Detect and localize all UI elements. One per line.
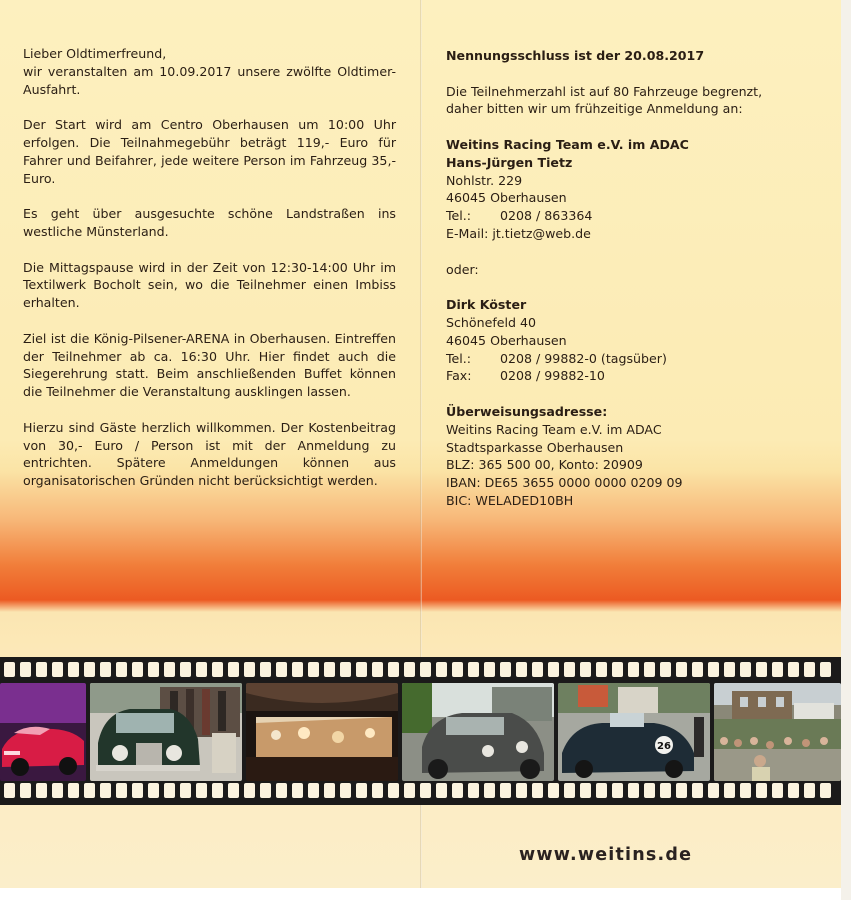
sprocket-hole [180, 783, 191, 798]
contact1-city: 46045 Oberhausen [446, 190, 567, 206]
sprocket-hole [484, 783, 495, 798]
sprocket-hole [500, 662, 511, 677]
bank-line-2: Stadtsparkasse Oberhausen [446, 439, 624, 455]
sprocket-hole [452, 662, 463, 677]
website-link[interactable]: www.weitins.de [519, 845, 693, 865]
sprocket-hole [596, 783, 607, 798]
sprocket-hole [116, 783, 127, 798]
sprocket-hole [100, 783, 111, 798]
phone-label: Tel.: [446, 350, 472, 366]
spacer [446, 118, 826, 136]
bank-heading: Überweisungsadresse: [446, 403, 608, 419]
sprocket-hole [132, 783, 143, 798]
spacer [446, 385, 826, 403]
sprocket-hole [4, 662, 15, 677]
sprocket-hole [772, 662, 783, 677]
photo-filmstrip [0, 657, 841, 805]
intro-text: wir veranstalten am 10.09.2017 unsere zwölfte Oldtimer-Ausfahrt. [23, 63, 396, 97]
finish-paragraph: Ziel ist die König-Pilsener-ARENA in Oberhausen. Eintreffen der Teilnehmer ab ca. 16:30 Uhr. Hier findet auch die Siegerehrung statt. Beim anschließenden Buffet können die Teilnehmer die Veranstaltung ausklingen lassen. [23, 330, 396, 400]
sprocket-hole [388, 662, 399, 677]
sprocket-hole [356, 783, 367, 798]
sprocket-hole [212, 783, 223, 798]
sprocket-hole [468, 783, 479, 798]
sprocket-hole [148, 662, 159, 677]
sprocket-hole [724, 783, 735, 798]
sprocket-hole [68, 783, 79, 798]
event-crowd-photo [714, 683, 841, 781]
sprocket-hole [740, 662, 751, 677]
sprocket-hole [580, 662, 591, 677]
sprocket-hole [756, 783, 767, 798]
contact2-name: Dirk Köster [446, 297, 527, 313]
sprocket-hole [788, 662, 799, 677]
sprocket-hole [52, 662, 63, 677]
race-number-badge: 26 [657, 741, 671, 752]
sprocket-hole [212, 662, 223, 677]
sprocket-hole [628, 783, 639, 798]
lunch-paragraph: Die Mittagspause wird in der Zeit von 12:30-14:00 Uhr im Textilwerk Bocholt sein, wo die Teilnehmer einen Imbiss erhalten. [23, 259, 396, 311]
sprocket-hole [548, 783, 559, 798]
sprocket-hole [372, 783, 383, 798]
sprocket-hole [756, 662, 767, 677]
sprocket-hole [388, 783, 399, 798]
sprocket-hole [724, 662, 735, 677]
contact2-city: 46045 Oberhausen [446, 332, 567, 348]
sprocket-hole [52, 783, 63, 798]
sprocket-hole [260, 783, 271, 798]
sprocket-hole [436, 783, 447, 798]
sprocket-hole [532, 662, 543, 677]
sprocket-hole [628, 662, 639, 677]
grey-classic-car-photo [402, 683, 554, 781]
sprocket-hole [500, 783, 511, 798]
spacer [446, 65, 826, 83]
sprocket-hole [148, 783, 159, 798]
sprocket-hole [612, 783, 623, 798]
limit-line-1: Die Teilnehmerzahl ist auf 80 Fahrzeuge begrenzt, [446, 83, 763, 99]
sprocket-hole [100, 662, 111, 677]
sprocket-hole [420, 783, 431, 798]
sprocket-hole [4, 783, 15, 798]
fax-label: Fax: [446, 368, 472, 384]
sprocket-hole [36, 783, 47, 798]
exhibition-hall-photo [246, 683, 398, 781]
sprocket-hole [84, 662, 95, 677]
sprocket-hole [244, 662, 255, 677]
greeting: Lieber Oldtimerfreund, [23, 46, 167, 61]
sprocket-hole [228, 783, 239, 798]
start-paragraph: Der Start wird am Centro Oberhausen um 10:00 Uhr erfolgen. Die Teilnahmegebühr beträgt 119,- Euro für Fahrer und Beifahrer, jede weitere Person im Fahrzeug 35,- Euro. [23, 117, 396, 186]
bank-line-1: Weitins Racing Team e.V. im ADAC [446, 421, 662, 437]
sprocket-hole [564, 783, 575, 798]
contact2-phone [446, 350, 826, 368]
sprocket-hole [20, 662, 31, 677]
limit-line-2: daher bitten wir um frühzeitige Anmeldung an: [446, 101, 743, 117]
sprocket-hole [548, 662, 559, 677]
spacer [446, 243, 826, 261]
phone-number: 0208 / 863364 [500, 208, 593, 224]
sprocket-hole [164, 783, 175, 798]
sprocket-hole [308, 783, 319, 798]
sprocket-hole [532, 783, 543, 798]
sprocket-hole [196, 662, 207, 677]
green-saloon-photo [90, 683, 242, 781]
sprocket-hole [84, 783, 95, 798]
sprocket-hole [740, 783, 751, 798]
sprocket-hole [340, 662, 351, 677]
route-paragraph: Es geht über ausgesuchte schöne Landstraßen ins westliche Münsterland. [23, 206, 396, 239]
page-edge [841, 0, 851, 900]
contact1-street: Nohlstr. 229 [446, 172, 523, 188]
spacer [446, 278, 826, 296]
sprocket-hole [692, 662, 703, 677]
deadline-heading: Nennungsschluss ist der 20.08.2017 [446, 48, 705, 63]
sprocket-hole [180, 662, 191, 677]
sprocket-hole [404, 662, 415, 677]
contact1-phone [446, 207, 826, 225]
contact1-org: Weitins Racing Team e.V. im ADAC [446, 136, 689, 152]
or-label: oder: [446, 261, 479, 277]
sprocket-hole [564, 662, 575, 677]
sprocket-hole [292, 662, 303, 677]
contact2-street: Schönefeld 40 [446, 314, 537, 330]
sprocket-hole [228, 662, 239, 677]
sprocket-hole [676, 662, 687, 677]
sprocket-hole [20, 783, 31, 798]
letter-intro [23, 45, 396, 98]
sprocket-holes-bottom [0, 783, 841, 801]
letter-column [23, 45, 396, 508]
sprocket-hole [36, 662, 47, 677]
sprocket-hole [660, 662, 671, 677]
sprocket-hole [68, 662, 79, 677]
bank-line-5: BIC: WELADED10BH [446, 492, 574, 508]
sprocket-hole [196, 783, 207, 798]
sprocket-hole [644, 783, 655, 798]
sprocket-hole [660, 783, 671, 798]
sprocket-hole [772, 783, 783, 798]
sprocket-hole [644, 662, 655, 677]
green-roadster-race-photo [558, 683, 710, 781]
phone-label: Tel.: [446, 208, 472, 224]
sprocket-hole [612, 662, 623, 677]
sprocket-hole [484, 662, 495, 677]
sprocket-hole [804, 783, 815, 798]
sprocket-hole [436, 662, 447, 677]
sprocket-hole [324, 783, 335, 798]
contact2-fax [446, 367, 826, 385]
sprocket-holes-top [0, 662, 841, 680]
sprocket-hole [820, 662, 831, 677]
sprocket-hole [676, 783, 687, 798]
sprocket-hole [404, 783, 415, 798]
sprocket-hole [596, 662, 607, 677]
sprocket-hole [164, 662, 175, 677]
sprocket-hole [516, 783, 527, 798]
sprocket-hole [308, 662, 319, 677]
sprocket-hole [292, 783, 303, 798]
bank-line-3: BLZ: 365 500 00, Konto: 20909 [446, 457, 643, 473]
registration-column [446, 47, 826, 510]
phone-number: 0208 / 99882-0 (tagsüber) [500, 350, 667, 366]
contact1-email: E-Mail: jt.tietz@web.de [446, 225, 591, 241]
sprocket-hole [820, 783, 831, 798]
sprocket-hole [468, 662, 479, 677]
sprocket-hole [708, 783, 719, 798]
contact1-name: Hans-Jürgen Tietz [446, 154, 573, 170]
sprocket-hole [372, 662, 383, 677]
sprocket-hole [244, 783, 255, 798]
sprocket-hole [452, 783, 463, 798]
sprocket-hole [340, 783, 351, 798]
sprocket-hole [708, 662, 719, 677]
fax-number: 0208 / 99882-10 [500, 368, 605, 384]
sprocket-hole [276, 662, 287, 677]
sprocket-hole [580, 783, 591, 798]
bank-line-4: IBAN: DE65 3655 0000 0000 0209 09 [446, 475, 683, 491]
sprocket-hole [516, 662, 527, 677]
sprocket-hole [356, 662, 367, 677]
sprocket-hole [324, 662, 335, 677]
sprocket-hole [260, 662, 271, 677]
red-roadster-photo [0, 683, 86, 781]
sprocket-hole [804, 662, 815, 677]
sprocket-hole [276, 783, 287, 798]
sprocket-hole [420, 662, 431, 677]
sprocket-hole [692, 783, 703, 798]
guests-paragraph: Hierzu sind Gäste herzlich willkommen. Der Kostenbeitrag von 30,- Euro / Person ist mit der Anmeldung zu entrichten. Spätere Anmeldungen können aus organisatorischen Gründen nicht berücksichtigt werden. [23, 419, 396, 489]
sprocket-hole [788, 783, 799, 798]
sprocket-hole [132, 662, 143, 677]
sprocket-hole [116, 662, 127, 677]
